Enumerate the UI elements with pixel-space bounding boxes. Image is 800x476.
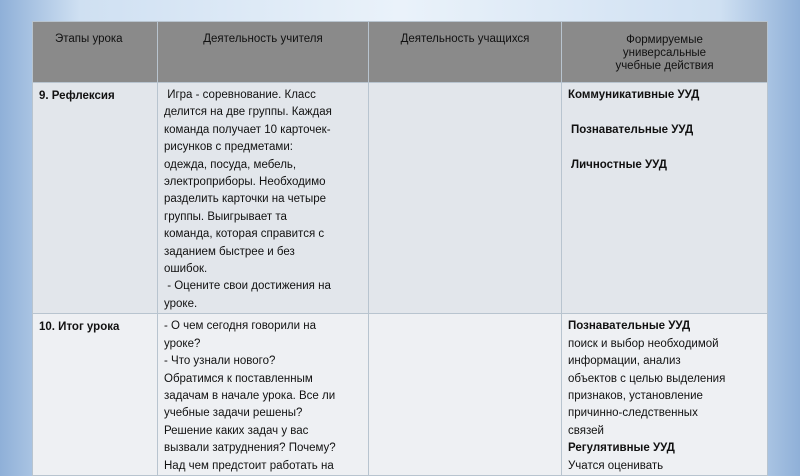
uud-cognitive: Познавательные УУД xyxy=(571,123,694,136)
text-line: команда получает 10 карточек- xyxy=(164,123,331,136)
header-row xyxy=(33,22,768,83)
uud-cell xyxy=(562,83,768,314)
header-student-activity: Деятельность учащихся xyxy=(369,22,562,83)
uud-personal: Личностные УУД xyxy=(571,158,667,171)
header-stages: Этапы урока xyxy=(33,22,158,83)
header-uud-text: Формируемые универсальные учебные действия xyxy=(615,34,714,72)
teacher-activity-cell xyxy=(158,83,369,314)
text-line: задачам в начале урока. Все ли xyxy=(164,389,336,402)
header-uud xyxy=(562,22,768,83)
text-line: связей xyxy=(568,424,604,437)
text-line: причинно-следственных xyxy=(568,407,698,420)
text-line: рисунков с предметами: xyxy=(164,141,293,154)
text-line: Учатся оценивать xyxy=(568,459,664,472)
text-line: одежда, посуда, мебель, xyxy=(164,158,297,171)
text-line: разделить карточки на четыре xyxy=(164,193,327,206)
text-line: уроке. xyxy=(164,297,198,310)
text-line: электроприборы. Необходимо xyxy=(164,176,326,189)
text-line: уроке? xyxy=(164,337,201,350)
text-line: вызвали затруднения? Почему? xyxy=(164,442,336,455)
student-activity-cell xyxy=(369,314,562,476)
stage-cell: 9. Рефлексия xyxy=(33,83,158,314)
text-line: ошибок. xyxy=(164,263,208,276)
header-teacher-activity: Деятельность учителя xyxy=(158,22,369,83)
text-line: - О чем сегодня говорили на xyxy=(164,320,316,333)
text-line: - Что узнали нового? xyxy=(164,355,276,368)
text-line: учебные задачи решены? xyxy=(164,407,303,420)
uud-regulative-title: Регулятивные УУД xyxy=(568,442,675,455)
text-line: информации, анализ xyxy=(568,355,681,368)
text-line: Обратимся к поставленным xyxy=(164,372,313,385)
text-line: заданием быстрее и без xyxy=(164,245,295,258)
text-line: делится на две группы. Каждая xyxy=(164,106,332,119)
text-line: группы. Выигрывает та xyxy=(164,210,287,223)
text-line: поиск и выбор необходимой xyxy=(568,337,719,350)
uud-communicative: Коммуникативные УУД xyxy=(568,89,700,101)
text-line: команда, которая справится с xyxy=(164,228,325,241)
stage-cell: 10. Итог урока xyxy=(33,314,158,476)
text-line: Игра - соревнование. Класс xyxy=(164,89,316,101)
uud-cognitive-title: Познавательные УУД xyxy=(568,320,691,333)
text-line: объектов с целью выделения xyxy=(568,372,726,385)
text-line: признаков, установление xyxy=(568,389,703,402)
table-row xyxy=(33,314,768,476)
lesson-plan-table xyxy=(32,21,768,476)
student-activity-cell xyxy=(369,83,562,314)
table-row xyxy=(33,83,768,314)
uud-cell xyxy=(562,314,768,476)
text-line: Над чем предстоит работать на xyxy=(164,459,334,472)
text-line: Решение каких задач у вас xyxy=(164,424,309,437)
teacher-activity-cell xyxy=(158,314,369,476)
text-line: - Оцените свои достижения на xyxy=(164,280,331,293)
